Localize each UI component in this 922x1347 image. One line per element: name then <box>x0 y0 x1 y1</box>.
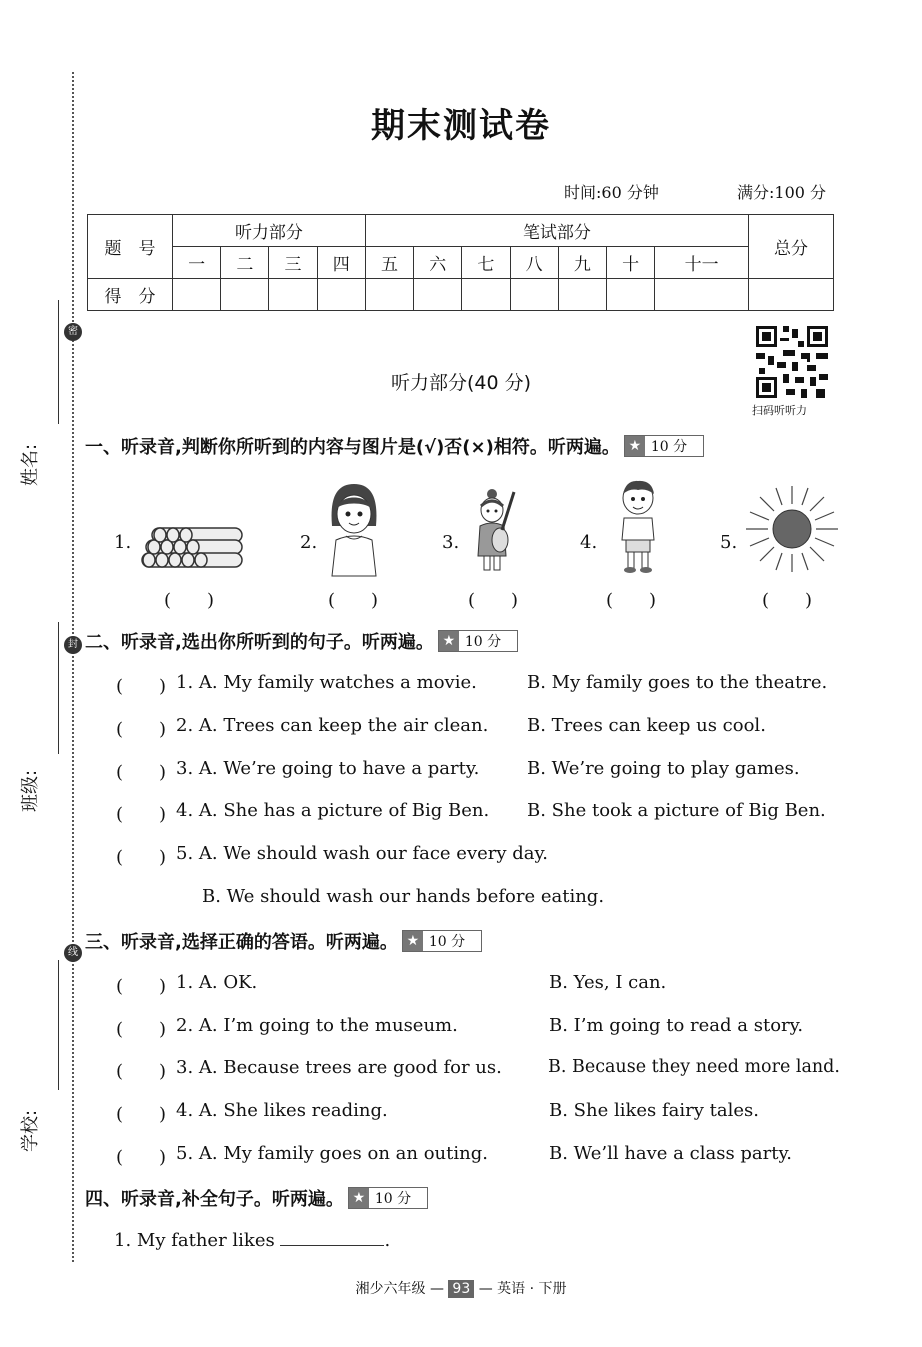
q1-answer-box[interactable]: ( ) <box>762 590 813 611</box>
q1-item-number: 2. <box>300 532 318 553</box>
q3-option-b: B. Yes, I can. <box>549 972 667 993</box>
q2-points-badge <box>438 630 518 652</box>
sun-picture <box>744 484 840 574</box>
q3-heading-text: 三、听录音,选择正确的答语。听两遍。 <box>85 932 398 953</box>
q2-option-b: B. She took a picture of Big Ben. <box>527 800 826 821</box>
q2-option-a: 2. A. Trees can keep the air clean. <box>176 715 489 736</box>
q3-answer-box[interactable]: ( ) <box>116 1019 167 1040</box>
col-header: 四 <box>317 247 365 279</box>
q3-option-a: 1. A. OK. <box>176 972 258 993</box>
q1-answer-box[interactable]: ( ) <box>328 590 379 611</box>
q2-option-a: 1. A. My family watches a movie. <box>176 672 477 693</box>
q4-points: 10 分 <box>374 1191 412 1207</box>
q1-item-number: 5. <box>720 532 738 553</box>
score-cell[interactable] <box>462 279 510 311</box>
score-cell[interactable] <box>606 279 654 311</box>
q3-option-b: B. Because they need more land. <box>548 1057 840 1077</box>
q2-answer-box[interactable]: ( ) <box>116 847 167 868</box>
q2-answer-box[interactable]: ( ) <box>116 676 167 697</box>
q1-heading <box>85 433 704 459</box>
q2-answer-box[interactable]: ( ) <box>116 719 167 740</box>
q3-points-badge <box>402 930 482 952</box>
q3-option-a: 5. A. My family goes on an outing. <box>176 1143 488 1164</box>
q2-option-b: B. We should wash our hands before eating. <box>202 886 605 907</box>
q1-answer-box[interactable]: ( ) <box>164 590 215 611</box>
q1-item-number: 3. <box>442 532 460 553</box>
footer-subject: — 英语 · 下册 <box>478 1281 567 1297</box>
q4-heading <box>85 1185 428 1211</box>
col-header: 三 <box>269 247 317 279</box>
star-icon: ★ <box>625 436 645 456</box>
q1-item-number: 4. <box>580 532 598 553</box>
q3-answer-box[interactable]: ( ) <box>116 1147 167 1168</box>
girl-picture <box>326 480 382 578</box>
q3-option-b: B. We’ll have a class party. <box>549 1143 792 1164</box>
seal-mark-mi: 密 <box>64 323 82 341</box>
row-label-question: 题 号 <box>88 215 173 279</box>
q2-option-a: 5. A. We should wash our face every day. <box>176 843 549 864</box>
boy-picture <box>612 478 664 576</box>
name-label: 姓名: <box>20 443 41 486</box>
q2-heading-text: 二、听录音,选出你所听到的句子。听两遍。 <box>85 632 434 653</box>
page-number: 93 <box>448 1280 474 1298</box>
col-header: 五 <box>365 247 413 279</box>
col-header: 一 <box>173 247 221 279</box>
q1-item-number: 1. <box>114 532 132 553</box>
writing-header: 笔试部分 <box>365 215 748 247</box>
school-line <box>58 960 59 1090</box>
q3-option-b: B. I’m going to read a story. <box>549 1015 804 1036</box>
col-header: 二 <box>221 247 269 279</box>
time-label: 时间:60 分钟 <box>564 183 659 202</box>
score-cell[interactable] <box>414 279 462 311</box>
q1-heading-text: 一、听录音,判断你所听到的内容与图片是(√)否(×)相符。听两遍。 <box>85 437 620 458</box>
q2-option-a: 3. A. We’re going to have a party. <box>176 758 480 779</box>
q2-option-a: 4. A. She has a picture of Big Ben. <box>176 800 490 821</box>
score-cell[interactable] <box>221 279 269 311</box>
q1-points-badge <box>624 435 704 457</box>
score-cell[interactable] <box>317 279 365 311</box>
q4-item-1-text: 1. My father likes <box>114 1230 275 1251</box>
q4-item-1 <box>114 1229 390 1251</box>
q2-heading <box>85 628 518 654</box>
score-cell[interactable] <box>269 279 317 311</box>
col-header: 十 <box>606 247 654 279</box>
col-header: 七 <box>462 247 510 279</box>
q2-option-b: B. My family goes to the theatre. <box>527 672 828 693</box>
q2-answer-box[interactable]: ( ) <box>116 804 167 825</box>
pipa-player-picture <box>470 486 526 576</box>
q3-option-a: 2. A. I’m going to the museum. <box>176 1015 458 1036</box>
col-header: 六 <box>414 247 462 279</box>
star-icon: ★ <box>349 1188 369 1208</box>
qr-caption: 扫码听听力 <box>752 404 807 417</box>
row-label-score: 得 分 <box>88 279 173 311</box>
q1-answer-box[interactable]: ( ) <box>606 590 657 611</box>
q3-answer-box[interactable]: ( ) <box>116 976 167 997</box>
seal-mark-xian: 线 <box>64 944 82 962</box>
col-header: 九 <box>558 247 606 279</box>
star-icon: ★ <box>403 931 423 951</box>
q3-answer-box[interactable]: ( ) <box>116 1061 167 1082</box>
q1-points: 10 分 <box>650 439 688 455</box>
star-icon: ★ <box>439 631 459 651</box>
q2-option-b: B. Trees can keep us cool. <box>527 715 766 736</box>
listening-section-title: 听力部分(40 分) <box>390 372 532 394</box>
q4-item-1-period: . <box>384 1230 391 1251</box>
q2-answer-box[interactable]: ( ) <box>116 762 167 783</box>
page-title: 期末测试卷 <box>371 106 551 146</box>
school-label: 学校: <box>20 1109 41 1152</box>
name-line <box>58 300 59 424</box>
q3-option-a: 4. A. She likes reading. <box>176 1100 388 1121</box>
q2-points: 10 分 <box>464 634 502 650</box>
class-label: 班级: <box>20 769 41 812</box>
q4-fill-blank[interactable] <box>280 1229 384 1246</box>
score-cell[interactable] <box>365 279 413 311</box>
q3-points: 10 分 <box>428 934 466 950</box>
q3-answer-box[interactable]: ( ) <box>116 1104 167 1125</box>
q3-option-a: 3. A. Because trees are good for us. <box>176 1057 502 1078</box>
listening-header: 听力部分 <box>173 215 366 247</box>
binding-dotted-line <box>72 72 74 1262</box>
col-header: 十一 <box>655 247 749 279</box>
score-cell[interactable] <box>655 279 749 311</box>
score-cell[interactable] <box>173 279 221 311</box>
q3-heading <box>85 928 482 954</box>
q2-option-b: B. We’re going to play games. <box>527 758 800 779</box>
col-header: 八 <box>510 247 558 279</box>
footer-book: 湘少六年级 — <box>355 1281 444 1297</box>
score-cell[interactable] <box>510 279 558 311</box>
score-table <box>87 214 834 311</box>
full-score-label: 满分:100 分 <box>737 183 827 202</box>
q3-option-b: B. She likes fairy tales. <box>549 1100 759 1121</box>
total-cell[interactable] <box>749 279 834 311</box>
q4-heading-text: 四、听录音,补全句子。听两遍。 <box>85 1189 344 1210</box>
score-cell[interactable] <box>558 279 606 311</box>
q4-points-badge <box>348 1187 428 1209</box>
seal-mark-feng: 封 <box>64 636 82 654</box>
total-header: 总分 <box>749 215 834 279</box>
page-footer <box>0 1278 922 1298</box>
class-line <box>58 622 59 754</box>
q1-answer-box[interactable]: ( ) <box>468 590 519 611</box>
firewood-picture <box>138 520 250 576</box>
